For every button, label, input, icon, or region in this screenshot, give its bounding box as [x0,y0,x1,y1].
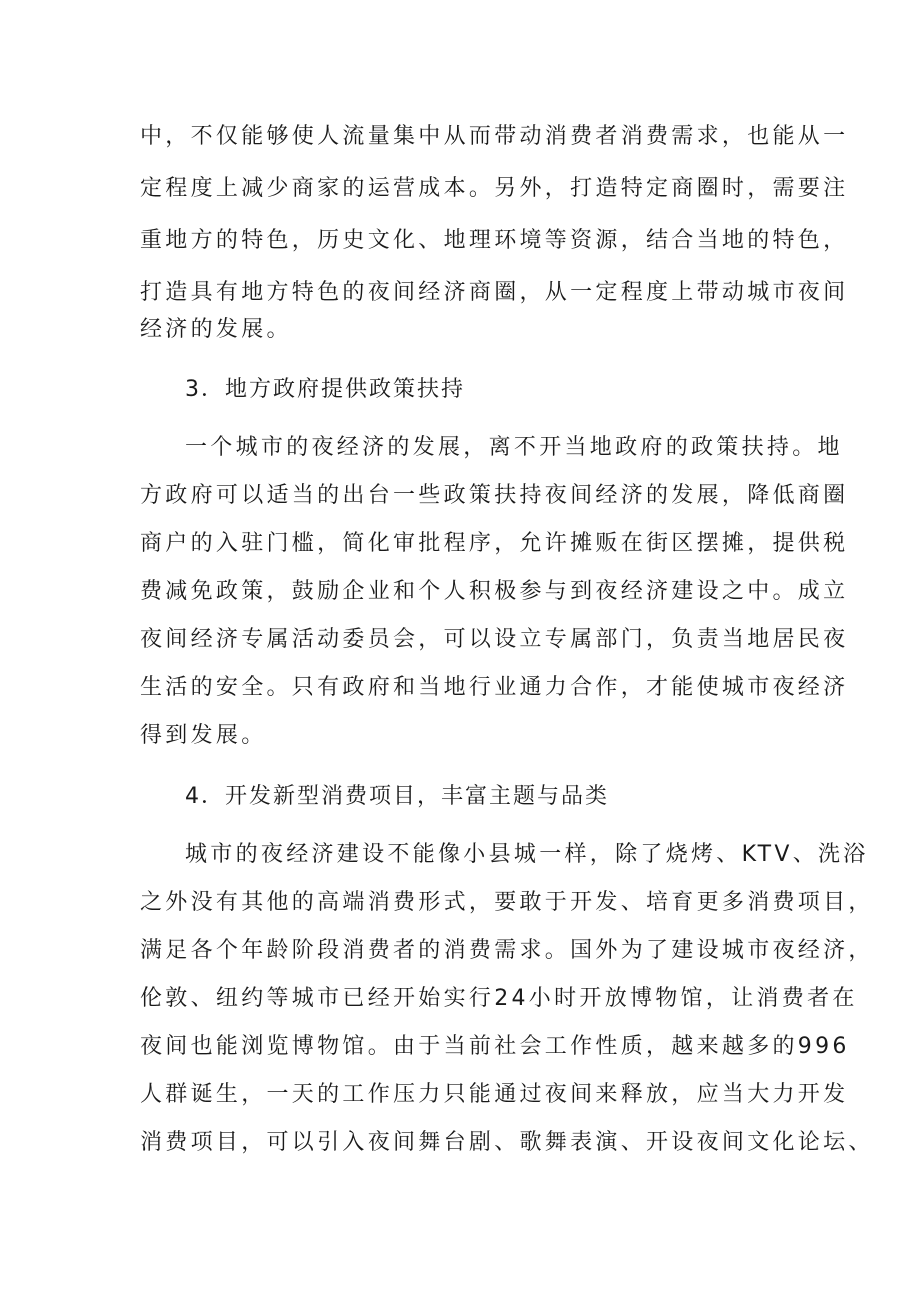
paragraph-2-line-5: 夜间经济专属活动委员会，可以设立专属部门，负责当地居民夜 [140,627,849,652]
paragraph-2-line-4: 费减免政策，鼓励企业和个人积极参与到夜经济建设之中。成立 [140,579,849,604]
paragraph-3-line-7: 消费项目，可以引入夜间舞台剧、歌舞表演、开设夜间文化论坛、 [140,1130,874,1155]
paragraph-3-line-6: 人群诞生，一天的工作压力只能通过夜间来释放，应当大力开发 [140,1082,849,1107]
paragraph-3-line-2: 之外没有其他的高端消费形式，要敢于开发、培育更多消费项目， [140,890,874,915]
paragraph-3-line-1: 城市的夜经济建设不能像小县城一样，除了烧烤、KTV、洗浴 [185,842,869,867]
paragraph-2-line-2: 方政府可以适当的出台一些政策扶持夜间经济的发展，降低商圈 [140,483,849,508]
paragraph-3-line-3: 满足各个年龄阶段消费者的消费需求。国外为了建设城市夜经济， [140,938,874,963]
paragraph-2-line-7: 得到发展。 [140,723,267,748]
paragraph-1-line-5: 经济的发展。 [140,317,292,342]
paragraph-2-line-1: 一个城市的夜经济的发展，离不开当地政府的政策扶持。地 [185,435,843,460]
paragraph-1-line-4: 打造具有地方特色的夜间经济商圈，从一定程度上带动城市夜间 [140,280,849,305]
section-heading-3: 3．地方政府提供政策扶持 [185,377,465,402]
section-heading-4: 4．开发新型消费项目，丰富主题与品类 [185,784,609,809]
paragraph-2-line-3: 商户的入驻门槛，简化审批程序，允许摊贩在街区摆摊，提供税 [140,531,849,556]
paragraph-1-line-2: 定程度上减少商家的运营成本。另外，打造特定商圈时，需要注 [140,176,849,201]
paragraph-1-line-3: 重地方的特色，历史文化、地理环境等资源，结合当地的特色， [140,228,849,253]
paragraph-1-line-1: 中，不仅能够使人流量集中从而带动消费者消费需求，也能从一 [140,124,849,149]
paragraph-3-line-4: 伦敦、纽约等城市已经开始实行24小时开放博物馆，让消费者在 [140,986,858,1011]
paragraph-2-line-6: 生活的安全。只有政府和当地行业通力合作，才能使城市夜经济 [140,675,849,700]
paragraph-3-line-5: 夜间也能浏览博物馆。由于当前社会工作性质，越来越多的996 [140,1034,850,1059]
